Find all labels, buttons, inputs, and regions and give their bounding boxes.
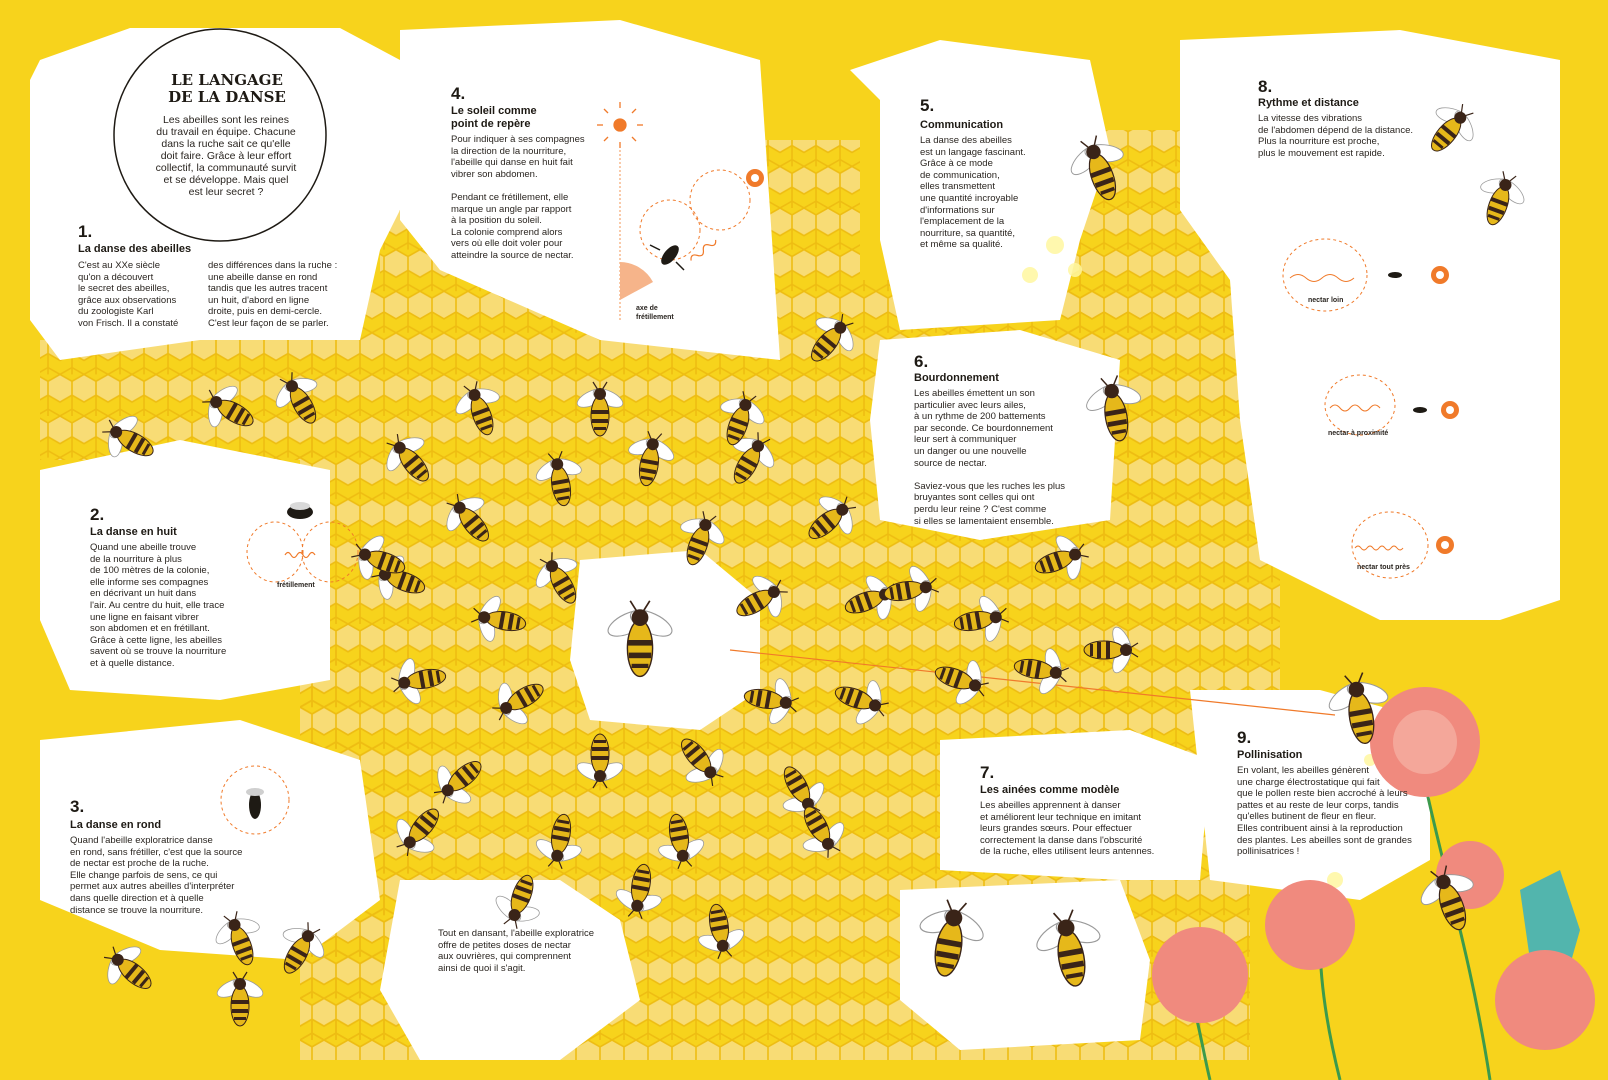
section-4-heading: Le soleil comme point de repère bbox=[451, 105, 537, 130]
rhythm-label-far: nectar loin bbox=[1308, 297, 1344, 304]
section-1-text-col2: des différences dans la ruche : une abeille danse en rond tandis que les autres tracent un huit, d'abord en ligne droite, puis en demi-cercle. C'est leur façon de se parler. bbox=[208, 260, 338, 329]
section-1-text-col1: C'est au XXe siècle qu'on a découvert le secret des abeilles, grâce aux observations du zoologiste Karl von Frisch. Il a constaté bbox=[78, 260, 179, 329]
section-2-diagram-label: frétillement bbox=[277, 582, 315, 589]
bee-icon bbox=[287, 502, 313, 519]
section-4-diagram-label: axe de frétillement bbox=[636, 305, 674, 321]
section-6-text: Les abeilles émettent un son particulier avec leurs ailes, à un rythme de 200 battements par seconde. Ce bourdonnement leur sert à communiquer un danger ou une nouvelle source de nectar. Saviez-vous que les ruches les plus bruyantes sont celles qui ont perdu leur reine ? C'est comme si elles se lamentaient ensemble. bbox=[914, 388, 1066, 527]
section-7-number: 7. bbox=[980, 763, 995, 782]
section-5-text: La danse des abeilles est un langage fascinant. Grâce à ce mode de communication, elles transmettent une quantité incroyable d'informations sur l'emplacement de la nourriture, sa quantité, et même sa qualité. bbox=[920, 135, 1026, 251]
section-8-heading: Rythme et distance bbox=[1258, 97, 1359, 109]
section-2-number: 2. bbox=[90, 505, 105, 524]
section-3-text: Quand l'abeille exploratrice danse en rond, sans frétiller, c'est que la source de nectar est proche de la ruche. Elle change parfois de sens, ce qui permet aux autres abeilles d'interpréter dans quelle direction et à quelle distance se trouve la nourriture. bbox=[70, 835, 243, 916]
section-8-text: La vitesse des vibrations de l'abdomen dépend de la distance. Plus la nourriture est proche, plus le mouvement est rapide. bbox=[1258, 113, 1413, 159]
bottom-note: Tout en dansant, l'abeille exploratrice offre de petites doses de nectar aux ouvrières, qui comprennent ainsi de quoi il s'agit. bbox=[438, 928, 595, 974]
section-7-heading: Les ainées comme modèle bbox=[980, 784, 1120, 796]
section-1-number: 1. bbox=[78, 222, 93, 241]
section-7-text: Les abeilles apprennent à danser et améliorent leur technique en imitant leurs grandes sœurs. Pour effectuer correctement la danse dans l'obscurité de la ruche, elles utilisent leurs antennes. bbox=[980, 800, 1155, 858]
flower-icon bbox=[746, 169, 764, 187]
section-9-number: 9. bbox=[1237, 728, 1252, 747]
section-5-heading: Communication bbox=[920, 119, 1004, 131]
section-9-heading: Pollinisation bbox=[1237, 749, 1303, 761]
section-6-number: 6. bbox=[914, 352, 929, 371]
section-3-heading: La danse en rond bbox=[70, 819, 162, 831]
section-5-number: 5. bbox=[920, 96, 935, 115]
section-8-number: 8. bbox=[1258, 77, 1273, 96]
rhythm-label-very-near: nectar tout près bbox=[1357, 564, 1410, 571]
section-2-heading: La danse en huit bbox=[90, 526, 177, 538]
section-4-text: Pour indiquer à ses compagnes la direction de la nourriture, l'abeille qui danse en huit fait vibrer son abdomen. Pendant ce frétillement, elle marque un angle par rapport à la position du soleil. La colonie comprend alors vers où elle doit voler pour atteindre la source de nectar. bbox=[451, 134, 585, 261]
intro-text: Les abeilles sont les reines du travail en équipe. Chacune dans la ruche sait ce qu'elle doit faire. Grâce à leur effort collectif, la communauté survit et se développe. Mais quel est leur secret ? bbox=[155, 114, 297, 198]
section-4-number: 4. bbox=[451, 84, 466, 103]
section-2-text: Quand une abeille trouve de la nourriture à plus de 100 mètres de la colonie, elle informe ses compagnes en décrivant un huit dans l'air. Au centre du huit, elle trace une ligne en faisant vibrer son abdomen et en frétillant. Grâce à cette ligne, les abeilles savent où se trouve la nourriture et à quelle distance. bbox=[90, 542, 227, 669]
section-3-number: 3. bbox=[70, 797, 85, 816]
section-1-heading: La danse des abeilles bbox=[78, 243, 192, 255]
section-6-heading: Bourdonnement bbox=[914, 372, 999, 384]
rhythm-label-near: nectar à proximité bbox=[1328, 430, 1389, 437]
section-9-text: En volant, les abeilles génèrent une charge électrostatique qui fait que le pollen reste bien accroché à leurs pattes et au reste de leur corps, tandis qu'elles butinent de fleur en fleur. Elles contribuent ainsi à la reproduction des plantes. Les abeilles sont de grandes pollinisatrices ! bbox=[1237, 765, 1412, 858]
poster-title: LE LANGAGE DE LA DANSE bbox=[168, 71, 286, 106]
